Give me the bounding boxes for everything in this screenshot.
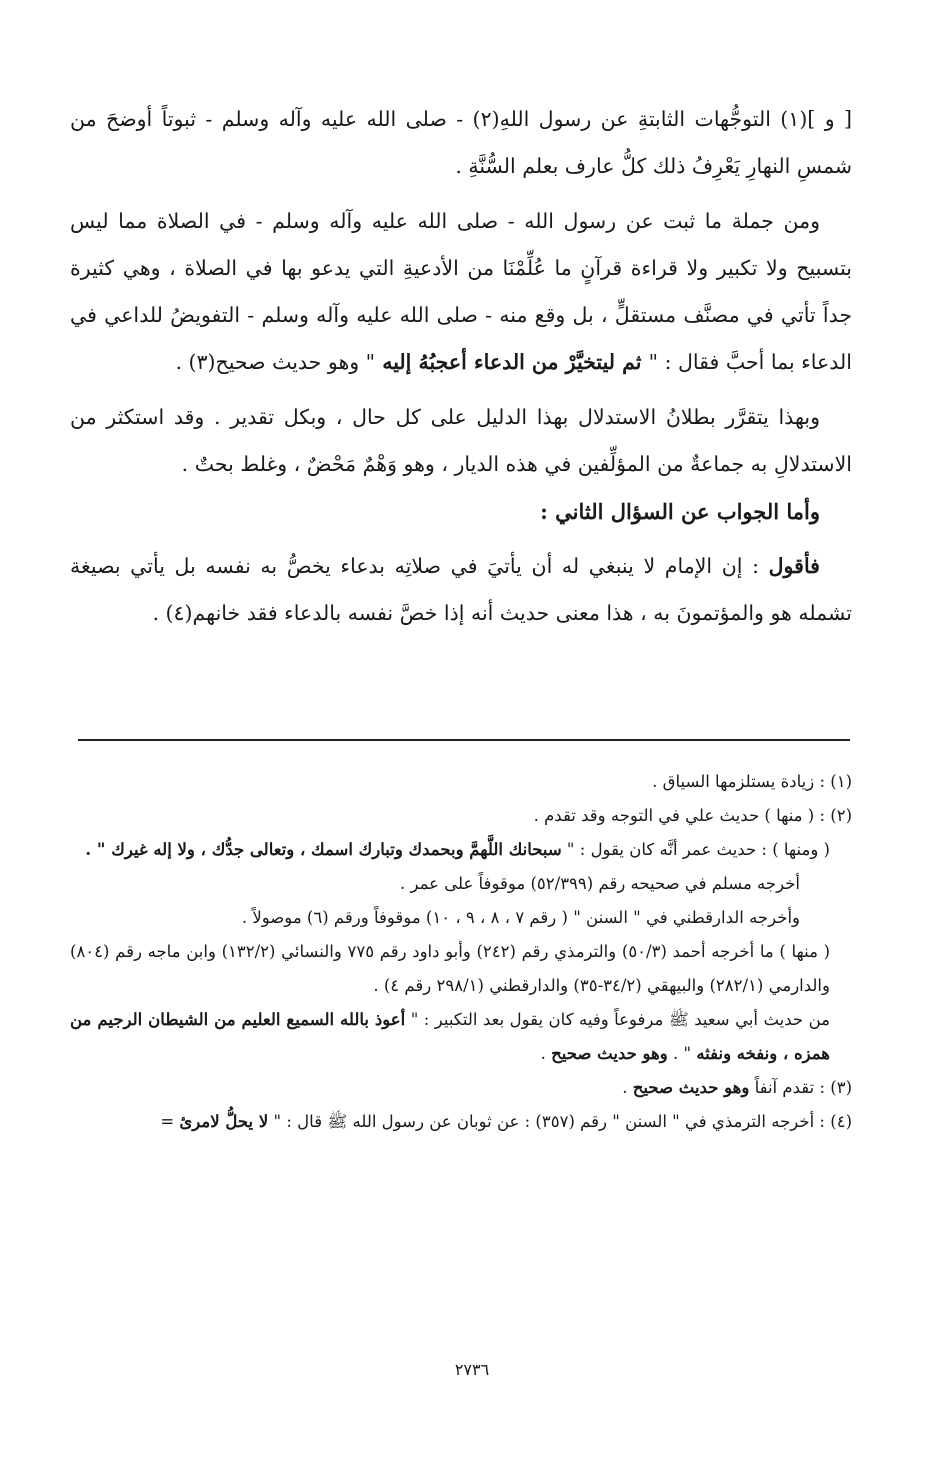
section-heading: وأما الجواب عن السؤال الثاني : [540,499,820,524]
footnote-2-abusaid-text: من حديث أبي سعيد ﷺ مرفوعاً وفيه كان يقول بعد التكبير : " [405,1010,830,1029]
footnote-2-abusaid-mid: " . [667,1044,697,1063]
paragraph-3: وبهذا يتقرَّر بطلانُ الاستدلال بهذا الدليل على كل حال ، وبكل تقدير . وقد استكثر من الاستدلالِ به جماعةٌ من المؤلِّفين في هذه الديار ، وهو وَهْمٌ مَحْضٌ ، وغلط بحتٌ . [70,405,852,476]
paragraph-2-text: ومن جملة ما ثبت عن رسول الله - صلى الله عليه وآله وسلم - في الصلاة مما ليس بتسبيح ولا تكبير ولا قراءة قرآنٍ ما عُلِّمْنَا من الأدعيةِ التي يدعو بها في الصلاة ، وهي كثيرة جداً تأتي في مصنَّف مستقلٍّ ، بل وقع منه - صلى الله عليه وآله وسلم - التفويضُ للداعي في الدعاء بما أحبَّ فقال : " [70,209,852,374]
footnote-4-quote: لا يحلُّ لامرئ [179,1112,269,1131]
footnote-2-abusaid-end: . [540,1044,552,1063]
footnote-2-umar [70,833,852,867]
footnote-4-end: = [160,1112,180,1131]
answer-lead: فأقول [768,554,820,578]
footnote-4-text: (٤) : أخرجه الترمذي في " السنن " رقم (٣٥٧) : عن ثوبان عن رسول الله ﷺ قال : " [268,1112,852,1131]
footnote-2: (٢) : ( منها ) حديث علي في التوجه وقد تقدم . [533,806,852,825]
footnote-2-ahmad: ( منها ) ما أخرجه أحمد (٥٠/٣) والترمذي رقم (٢٤٢) وأبو داود رقم ٧٧٥ والنسائي (١٣٢/٢) وابن ماجه رقم (٨٠٤) والدارمي (٢٨٢/١) والبيهقي (٣٤/٢-٣٥) والدارقطني (٢٩٨/١ رقم ٤) . [70,942,831,995]
main-text [70,96,852,637]
footnote-4 [70,1105,852,1139]
paragraph-4-text: : إن الإمام لا ينبغي له أن يأتيَ في صلاتِه بدعاء يخصُّ به نفسه بل يأتي بصيغة تشمله هو والمؤتمونَ به ، هذا معنى حديث أنه إذا خصَّ نفسه بالدعاء فقد خانهم(٤) . [70,554,852,625]
footnote-2-umar-dua: سبحانك اللَّهمَّ وبحمدك وتبارك اسمك ، وتعالى جدُّك ، ولا إله غيرك [111,840,562,859]
footnote-3-grade: وهو حديث صحيح [632,1078,750,1097]
footnote-3-end: . [622,1078,633,1097]
footnote-2-abusaid [70,1003,852,1071]
footnote-2-muslim: أخرجه مسلم في صحيحه رقم (٥٢/٣٩٩) موقوفاً على عمر . [400,874,800,893]
footnote-2-umar-text: ( ومنها ) : حديث عمر أنَّه كان يقول : " [561,840,830,859]
footnote-3 [70,1071,852,1105]
footnote-divider [78,739,850,741]
paragraph-4 [70,543,852,637]
footnote-2-abusaid-grade: وهو حديث صحيح [551,1044,668,1063]
footnote-2-daraqutni: وأخرجه الدارقطني في " السنن " ( رقم ٧ ، ٨ ، ٩ ، ١٠) موقوفاً ورقم (٦) موصولاً . [241,908,800,927]
footnote-2-abusaid-dua: أعوذ بالله السميع العليم من الشيطان الرجيم من همزه ، ونفخه ونفثه [70,1010,830,1063]
footnotes [70,765,852,1139]
paragraph-2-end: " وهو حديث صحيح(٣) . [175,350,376,374]
footnote-3-text: (٣) : تقدم آنفاً [749,1078,852,1097]
paragraph-2 [70,198,852,386]
page-number: ٢٧٣٦ [454,1360,490,1379]
hadith-quote: ثم ليتخيَّرْ من الدعاء أعجبُهُ إليه [375,350,649,374]
footnote-1: (١) : زيادة يستلزمها السياق . [652,772,852,791]
footnote-2-umar-end: " . [85,840,112,859]
paragraph-1: [ و ](١) التوجُّهات الثابتةِ عن رسول اللهِ(٢) - صلى الله عليه وآله وسلم - ثبوتاً أوضحَ من شمسِ النهارِ يَعْرِفُ ذلك كلُّ عارف بعلم السُّنَّةِ . [70,107,852,178]
